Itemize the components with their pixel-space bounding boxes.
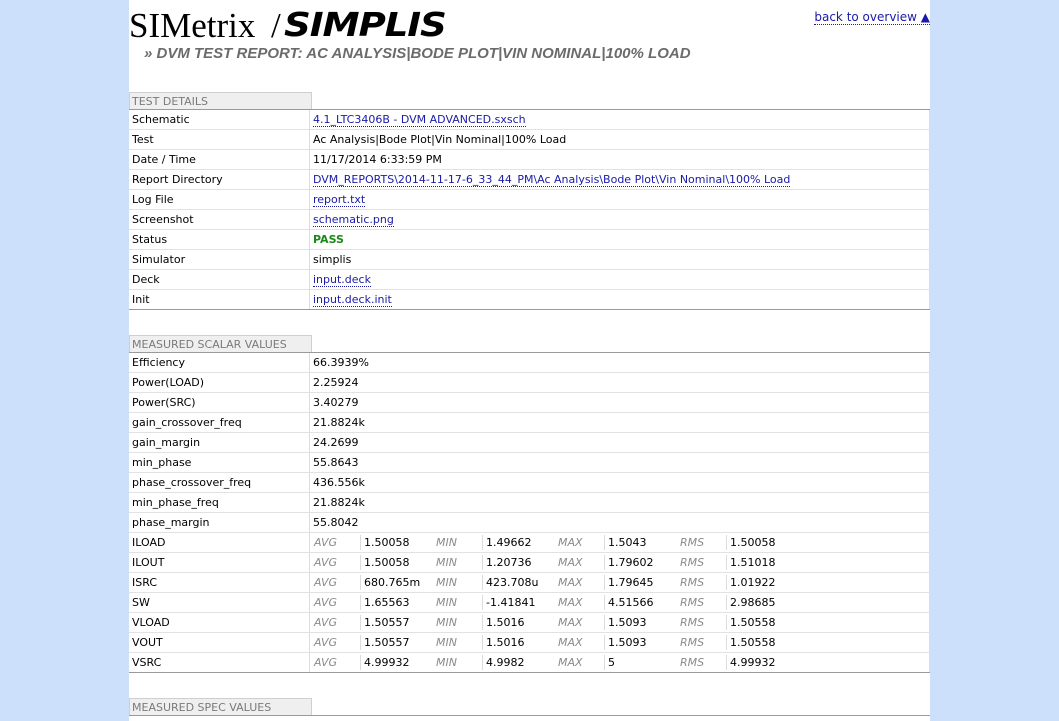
stat-value-min: 4.9982 xyxy=(486,656,525,669)
stat-value-max: 1.79602 xyxy=(608,556,654,569)
detail-value-cell xyxy=(310,110,930,130)
measured-spec-heading: MEASURED SPEC VALUES xyxy=(129,698,312,715)
measured-scalar-heading: MEASURED SCALAR VALUES xyxy=(129,335,312,352)
stat-label-min: MIN xyxy=(432,555,483,570)
stat-value-rms: 1.50558 xyxy=(730,636,776,649)
table-row xyxy=(129,613,930,633)
test-details-header xyxy=(129,92,930,110)
stat-value-rms: 1.50058 xyxy=(730,536,776,549)
stat-value-rms: 2.98685 xyxy=(730,596,776,609)
table-row xyxy=(129,373,930,393)
scalar-value: 55.8042 xyxy=(310,513,930,533)
stat-label-min: MIN xyxy=(432,655,483,670)
detail-value-cell xyxy=(310,270,930,290)
logo-simplis-text: SIMPLIS xyxy=(284,5,446,44)
detail-key: Simulator xyxy=(129,250,310,270)
detail-value-cell xyxy=(310,230,930,250)
detail-link[interactable]: schematic.png xyxy=(313,213,394,226)
table-row xyxy=(129,473,930,493)
stat-value-min: 1.20736 xyxy=(486,556,532,569)
stat-label-min: MIN xyxy=(432,595,483,610)
table-row xyxy=(129,433,930,453)
stat-label-avg: AVG xyxy=(310,655,361,670)
scalar-key: gain_crossover_freq xyxy=(129,413,310,433)
table-row xyxy=(129,533,930,553)
detail-key: Status xyxy=(129,230,310,250)
detail-key: Schematic xyxy=(129,110,310,130)
stat-label-avg: AVG xyxy=(310,535,361,550)
table-row xyxy=(129,150,930,170)
signal-stats-cell xyxy=(310,613,930,633)
stat-label-avg: AVG xyxy=(310,595,361,610)
stat-label-avg: AVG xyxy=(310,635,361,650)
scalar-key: gain_margin xyxy=(129,433,310,453)
detail-key: Screenshot xyxy=(129,210,310,230)
detail-key: Report Directory xyxy=(129,170,310,190)
detail-key: Log File xyxy=(129,190,310,210)
table-row xyxy=(129,230,930,250)
detail-value: 11/17/2014 6:33:59 PM xyxy=(313,153,442,166)
stat-label-max: MAX xyxy=(554,595,605,610)
stat-value-avg: 680.765m xyxy=(364,576,421,589)
stat-label-avg: AVG xyxy=(310,555,361,570)
signal-name: ILOUT xyxy=(129,553,310,573)
table-row xyxy=(129,573,930,593)
scalar-key: Efficiency xyxy=(129,353,310,373)
back-to-overview-link[interactable]: back to overview ▲ xyxy=(814,10,930,24)
stat-value-avg: 1.50557 xyxy=(364,636,410,649)
test-details-table xyxy=(129,110,930,310)
signal-stats-cell xyxy=(310,573,930,593)
stat-label-max: MAX xyxy=(554,575,605,590)
table-row xyxy=(129,130,930,150)
signal-name: VLOAD xyxy=(129,613,310,633)
stat-value-rms: 1.01922 xyxy=(730,576,776,589)
stat-value-max: 1.5093 xyxy=(608,636,647,649)
detail-link[interactable]: 4.1_LTC3406B - DVM ADVANCED.sxsch xyxy=(313,113,526,126)
stat-label-min: MIN xyxy=(432,535,483,550)
stat-label-max: MAX xyxy=(554,615,605,630)
stat-label-avg: AVG xyxy=(310,615,361,630)
detail-value-cell xyxy=(310,210,930,230)
table-row xyxy=(129,190,930,210)
scalar-value: 2.25924 xyxy=(310,373,930,393)
stat-value-avg: 1.50557 xyxy=(364,616,410,629)
signal-stats-cell xyxy=(310,653,930,673)
stat-label-rms: RMS xyxy=(676,615,727,630)
stat-value-min: 1.5016 xyxy=(486,636,525,649)
table-row xyxy=(129,270,930,290)
stat-value-avg: 1.50058 xyxy=(364,536,410,549)
logo-slash: / xyxy=(271,6,281,45)
scalar-key: Power(LOAD) xyxy=(129,373,310,393)
stat-value-max: 1.79645 xyxy=(608,576,654,589)
detail-key: Test xyxy=(129,130,310,150)
signal-name: VSRC xyxy=(129,653,310,673)
table-row xyxy=(129,633,930,653)
scalar-value: 21.8824k xyxy=(310,493,930,513)
signal-stats xyxy=(310,593,929,612)
table-row xyxy=(129,210,930,230)
detail-key: Deck xyxy=(129,270,310,290)
status-badge: PASS xyxy=(313,233,344,246)
signal-stats xyxy=(310,533,929,552)
report-title: » DVM TEST REPORT: AC ANALYSIS|BODE PLOT|VIN NOMINAL|100% LOAD xyxy=(144,45,691,62)
signal-stats-cell xyxy=(310,593,930,613)
stat-value-avg: 1.65563 xyxy=(364,596,410,609)
table-row xyxy=(129,553,930,573)
signal-stats-cell xyxy=(310,533,930,553)
detail-value-cell xyxy=(310,250,930,270)
stat-label-rms: RMS xyxy=(676,555,727,570)
stat-label-max: MAX xyxy=(554,555,605,570)
scalar-value: 21.8824k xyxy=(310,413,930,433)
table-row xyxy=(129,493,930,513)
scalar-key: phase_margin xyxy=(129,513,310,533)
table-row xyxy=(129,250,930,270)
signal-stats xyxy=(310,633,929,652)
stat-value-min: 1.49662 xyxy=(486,536,532,549)
stat-value-max: 5 xyxy=(608,656,615,669)
table-row xyxy=(129,453,930,473)
detail-link[interactable]: input.deck.init xyxy=(313,293,392,306)
stat-value-avg: 4.99932 xyxy=(364,656,410,669)
stat-label-rms: RMS xyxy=(676,535,727,550)
detail-value-cell xyxy=(310,290,930,310)
signal-stats xyxy=(310,613,929,632)
stat-label-rms: RMS xyxy=(676,635,727,650)
table-row xyxy=(129,413,930,433)
stat-value-rms: 1.51018 xyxy=(730,556,776,569)
test-details-heading: TEST DETAILS xyxy=(129,92,312,109)
scalar-key: Power(SRC) xyxy=(129,393,310,413)
stat-value-min: 423.708u xyxy=(486,576,539,589)
measured-scalar-table xyxy=(129,353,930,673)
detail-value: simplis xyxy=(313,253,352,266)
signal-stats xyxy=(310,653,929,672)
table-row xyxy=(129,110,930,130)
table-row xyxy=(129,170,930,190)
table-row xyxy=(129,513,930,533)
stat-value-max: 4.51566 xyxy=(608,596,654,609)
table-row xyxy=(129,393,930,413)
stat-label-avg: AVG xyxy=(310,575,361,590)
signal-name: ISRC xyxy=(129,573,310,593)
report-page xyxy=(129,0,930,721)
scalar-key: phase_crossover_freq xyxy=(129,473,310,493)
detail-value-cell xyxy=(310,130,930,150)
detail-key: Date / Time xyxy=(129,150,310,170)
stat-label-rms: RMS xyxy=(676,575,727,590)
signal-name: SW xyxy=(129,593,310,613)
stat-label-rms: RMS xyxy=(676,595,727,610)
scalar-key: min_phase xyxy=(129,453,310,473)
detail-link[interactable]: input.deck xyxy=(313,273,371,286)
scalar-value: 3.40279 xyxy=(310,393,930,413)
stat-value-max: 1.5093 xyxy=(608,616,647,629)
table-row xyxy=(129,353,930,373)
signal-name: ILOAD xyxy=(129,533,310,553)
signal-stats-cell xyxy=(310,633,930,653)
stat-label-min: MIN xyxy=(432,575,483,590)
table-row xyxy=(129,290,930,310)
signal-stats xyxy=(310,553,929,572)
detail-link[interactable]: DVM_REPORTS\2014-11-17-6_33_44_PM\Ac Analysis\Bode Plot\Vin Nominal\100% Load xyxy=(313,173,791,186)
scalar-key: min_phase_freq xyxy=(129,493,310,513)
stat-value-min: -1.41841 xyxy=(486,596,536,609)
stat-value-avg: 1.50058 xyxy=(364,556,410,569)
scalar-value: 24.2699 xyxy=(310,433,930,453)
stat-label-min: MIN xyxy=(432,615,483,630)
table-row xyxy=(129,593,930,613)
stat-value-min: 1.5016 xyxy=(486,616,525,629)
scalar-value: 55.8643 xyxy=(310,453,930,473)
stat-value-max: 1.5043 xyxy=(608,536,647,549)
stat-label-max: MAX xyxy=(554,655,605,670)
logo-simetrix-text: SIMetrix xyxy=(129,6,256,45)
signal-stats xyxy=(310,573,929,592)
scalar-value: 436.556k xyxy=(310,473,930,493)
detail-link[interactable]: report.txt xyxy=(313,193,366,206)
stat-label-max: MAX xyxy=(554,535,605,550)
signal-name: VOUT xyxy=(129,633,310,653)
detail-value-cell xyxy=(310,190,930,210)
stat-value-rms: 4.99932 xyxy=(730,656,776,669)
measured-spec-header xyxy=(129,698,930,716)
stat-label-rms: RMS xyxy=(676,655,727,670)
stat-label-min: MIN xyxy=(432,635,483,650)
measured-scalar-header xyxy=(129,335,930,353)
detail-value: Ac Analysis|Bode Plot|Vin Nominal|100% Load xyxy=(313,133,567,146)
signal-stats-cell xyxy=(310,553,930,573)
scalar-value: 66.3939% xyxy=(310,353,930,373)
detail-value-cell xyxy=(310,170,930,190)
stat-label-max: MAX xyxy=(554,635,605,650)
stat-value-rms: 1.50558 xyxy=(730,616,776,629)
detail-value-cell xyxy=(310,150,930,170)
table-row xyxy=(129,653,930,673)
detail-key: Init xyxy=(129,290,310,310)
